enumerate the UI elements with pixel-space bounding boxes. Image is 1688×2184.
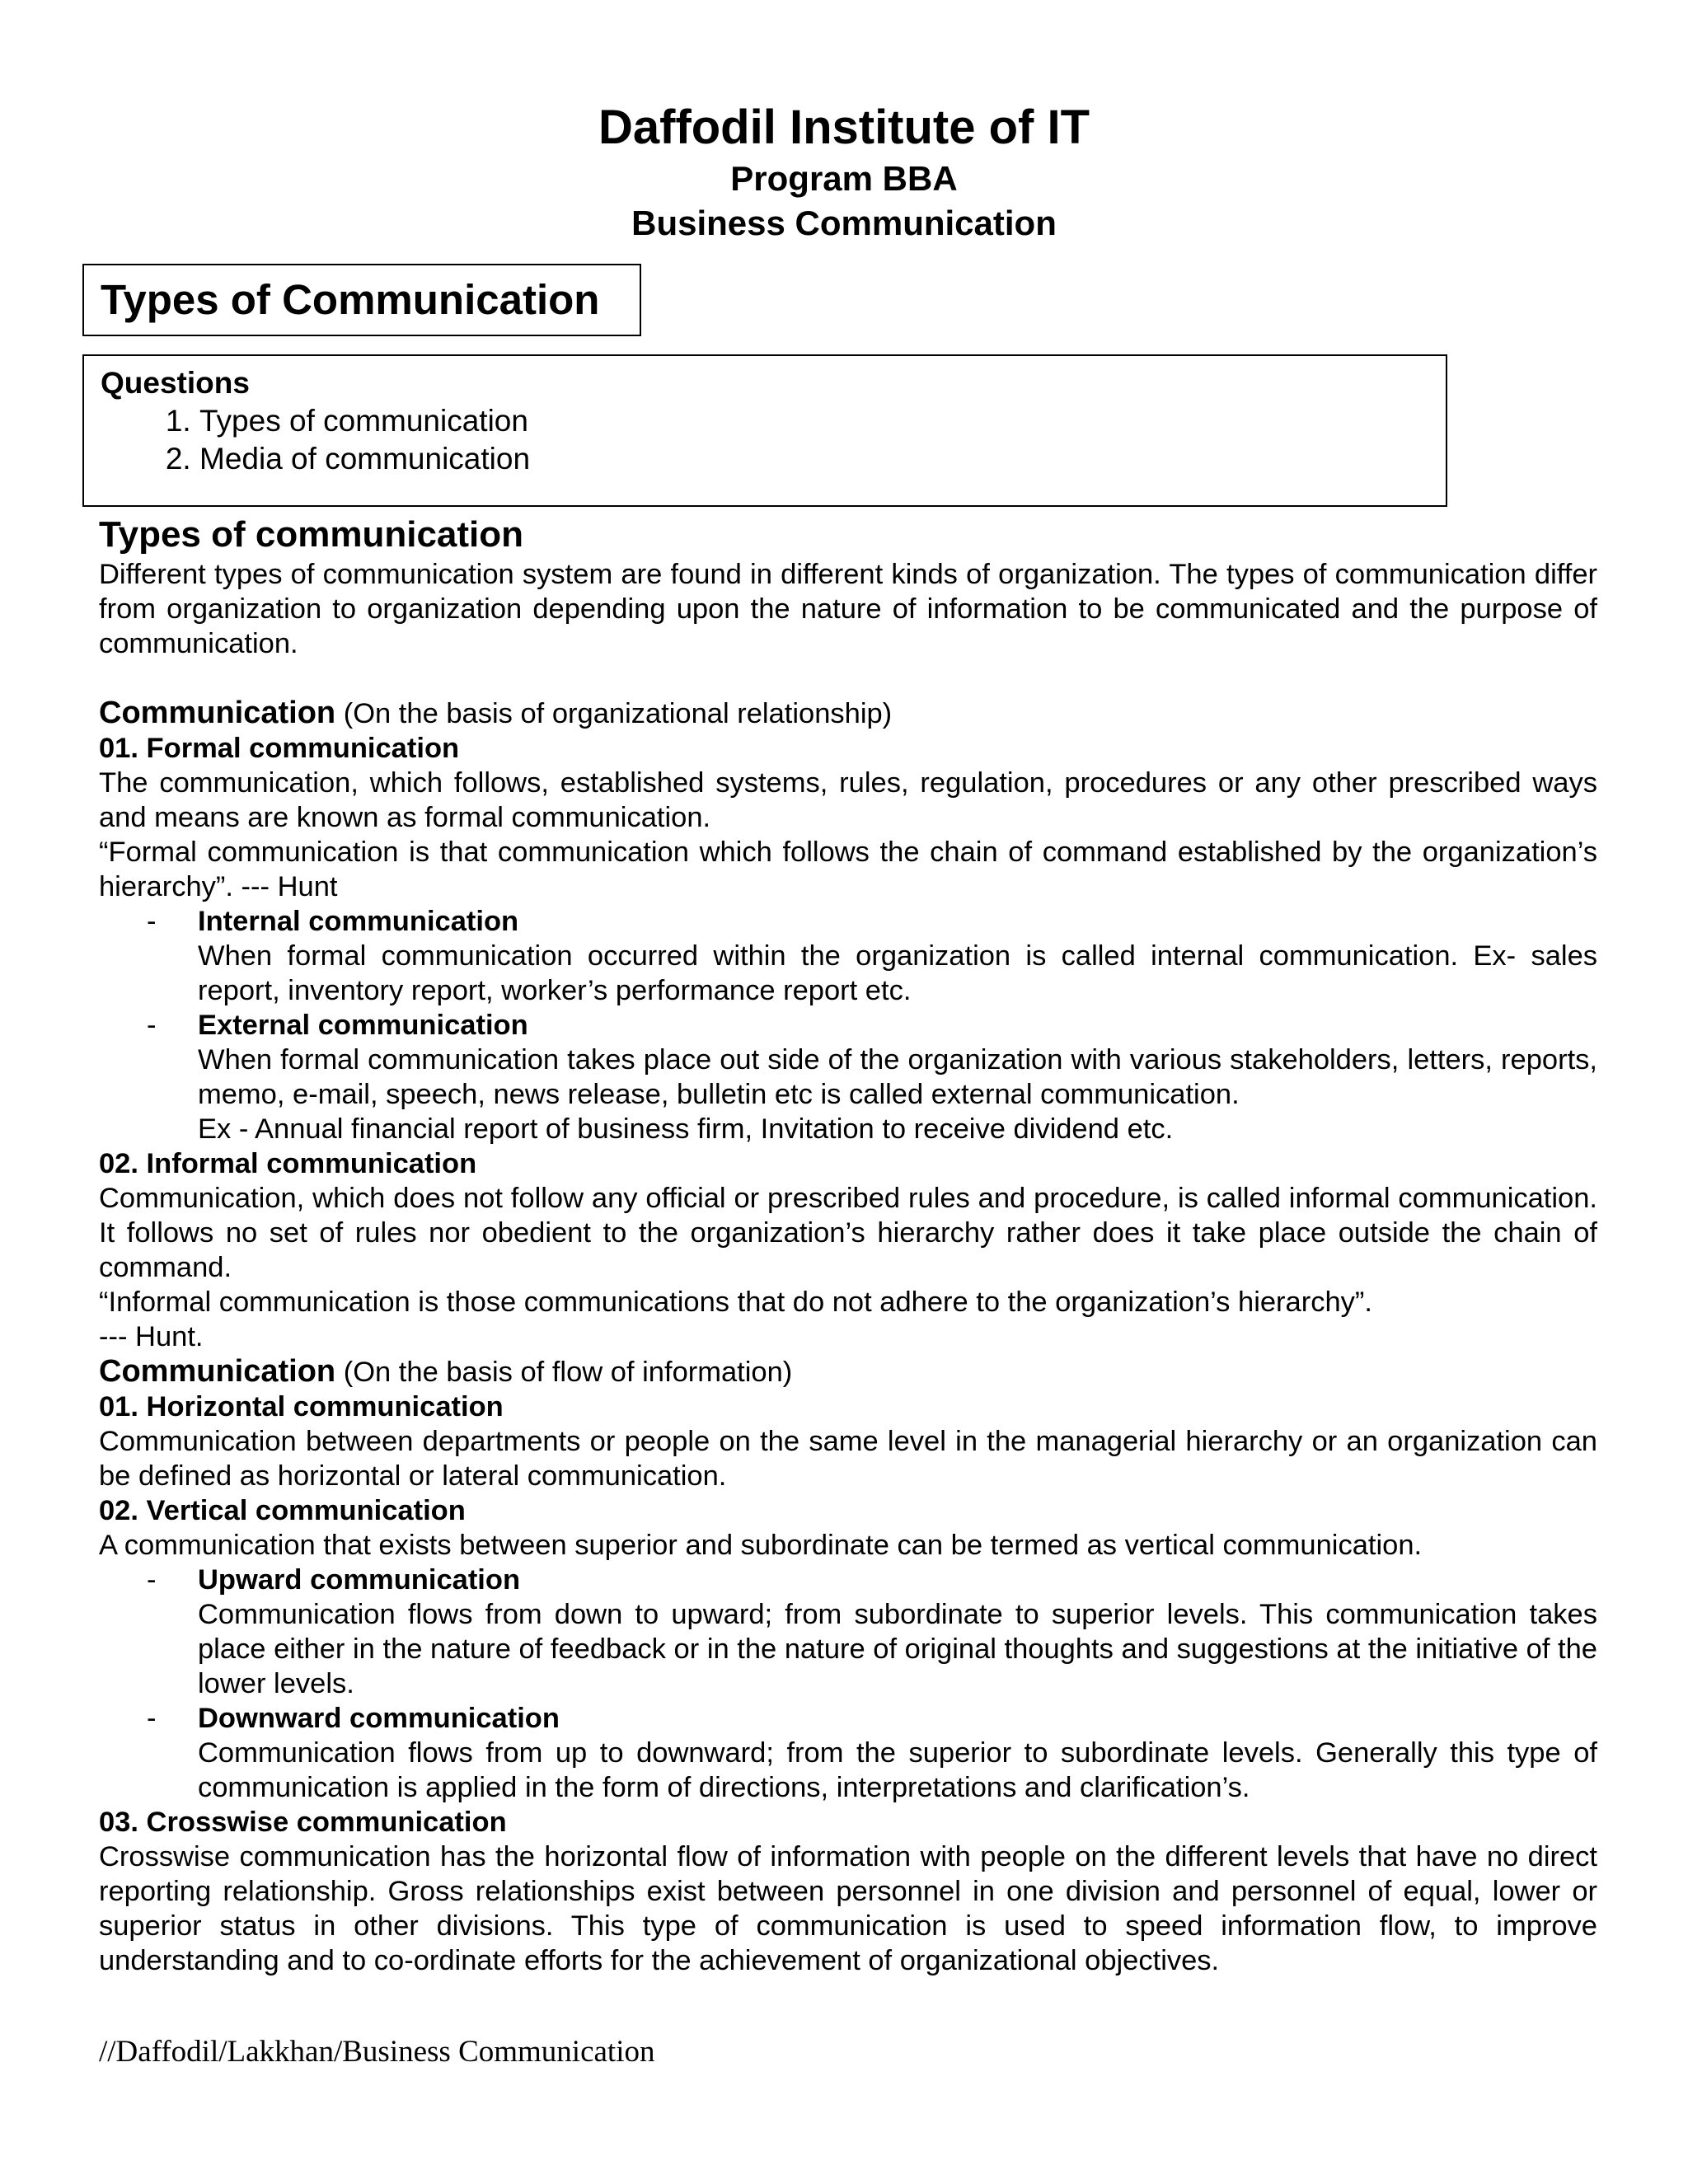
page-footer: //Daffodil/Lakkhan/Business Communication — [99, 2035, 655, 2069]
upward-item — [99, 1563, 1597, 1701]
crosswise-text: Crosswise communication has the horizontal flow of information with people on the different levels that have no direct reporting relationship. Gross relationships exist between personnel in one division and personnel of equal, lower or superior status in other divisions. This type of communication is used to speed information flow, to improve understanding and to co-ordinate efforts for the achievement of organizational objectives. — [99, 1841, 1597, 1976]
informal-quote: “Informal communication is those communications that do not adhere to the organization’s hierarchy”. — [99, 1286, 1372, 1318]
downward-heading: Downward communication — [198, 1703, 560, 1734]
question-item: 2. Media of communication — [199, 440, 1446, 478]
document-header — [99, 99, 1589, 246]
internal-heading: Internal communication — [198, 906, 519, 937]
bullet-dash: - — [147, 1010, 157, 1041]
external-text: When formal communication takes place out side of the organization with various stakeholders, letters, reports, memo, e-mail, speech, news release, bulletin etc is called external communication. — [198, 1044, 1597, 1110]
formal-paragraph: The communication, which follows, established systems, rules, regulation, procedures or any other prescribed ways and means are known as formal communication. — [99, 767, 1597, 833]
external-example: Ex - Annual financial report of business firm, Invitation to receive dividend etc. — [198, 1113, 1174, 1145]
downward-text: Communication flows from up to downward; from the superior to subordinate levels. Generally this type of communication is applied in the form of directions, interpretations and clarification’s. — [198, 1737, 1597, 1803]
bullet-dash: - — [147, 1703, 157, 1734]
vertical-text: A communication that exists between superior and subordinate can be termed as vertical communication. — [99, 1530, 1423, 1561]
vertical-heading: 02. Vertical communication — [99, 1495, 466, 1526]
org-basis-rest: (On the basis of organizational relationship) — [335, 698, 893, 729]
informal-attribution: --- Hunt. — [99, 1321, 204, 1352]
course-name: Business Communication — [631, 204, 1057, 242]
flow-basis-heading — [99, 1354, 1597, 1390]
internal-text: When formal communication occurred within the organization is called internal communication. Ex- sales report, inventory report, worker’s performance report etc. — [198, 940, 1597, 1006]
formal-heading: 01. Formal communication — [99, 733, 460, 764]
external-item — [99, 1008, 1597, 1146]
program-name: Program BBA — [730, 159, 958, 198]
section-heading: Types of communication — [99, 514, 524, 555]
horizontal-heading: 01. Horizontal communication — [99, 1391, 504, 1422]
document-body — [99, 513, 1597, 1978]
upward-text: Communication flows from down to upward; from subordinate to superior levels. This communication takes place either in the nature of feedback or in the nature of original thoughts and suggestions at the initiative of the lower levels. — [198, 1599, 1597, 1699]
horizontal-text: Communication between departments or people on the same level in the managerial hierarchy or an organization can be defined as horizontal or lateral communication. — [99, 1426, 1597, 1492]
downward-item — [99, 1701, 1597, 1805]
bullet-dash: - — [147, 906, 157, 937]
bullet-dash: - — [147, 1564, 157, 1596]
intro-paragraph: Different types of communication system are found in different kinds of organization. The types of communication differ from organization to organization depending upon the nature of information to be communicated and the purpose of communication. — [99, 559, 1597, 659]
external-heading: External communication — [198, 1010, 528, 1041]
org-basis-lead: Communication — [99, 696, 336, 730]
questions-heading: Questions — [101, 366, 250, 400]
informal-paragraph: Communication, which does not follow any official or prescribed rules and procedure, is called informal communication. It follows no set of rules nor obedient to the organization’s hierarchy rather does it take place outside the chain of command. — [99, 1183, 1597, 1283]
flow-basis-lead: Communication — [99, 1354, 336, 1389]
institute-name: Daffodil Institute of IT — [598, 101, 1090, 154]
internal-item — [99, 904, 1597, 1008]
flow-basis-rest: (On the basis of flow of information) — [335, 1357, 793, 1388]
formal-quote: “Formal communication is that communication which follows the chain of command established by the organization’s hierarchy”. --- Hunt — [99, 837, 1597, 902]
upward-heading: Upward communication — [198, 1564, 521, 1596]
question-item: 1. Types of communication — [199, 402, 1446, 440]
questions-box — [82, 354, 1447, 507]
informal-heading: 02. Informal communication — [99, 1148, 477, 1179]
document-title-box: Types of Communication — [82, 264, 641, 336]
org-basis-heading — [99, 696, 1597, 731]
crosswise-heading: 03. Crosswise communication — [99, 1807, 507, 1838]
questions-list — [101, 402, 1446, 478]
